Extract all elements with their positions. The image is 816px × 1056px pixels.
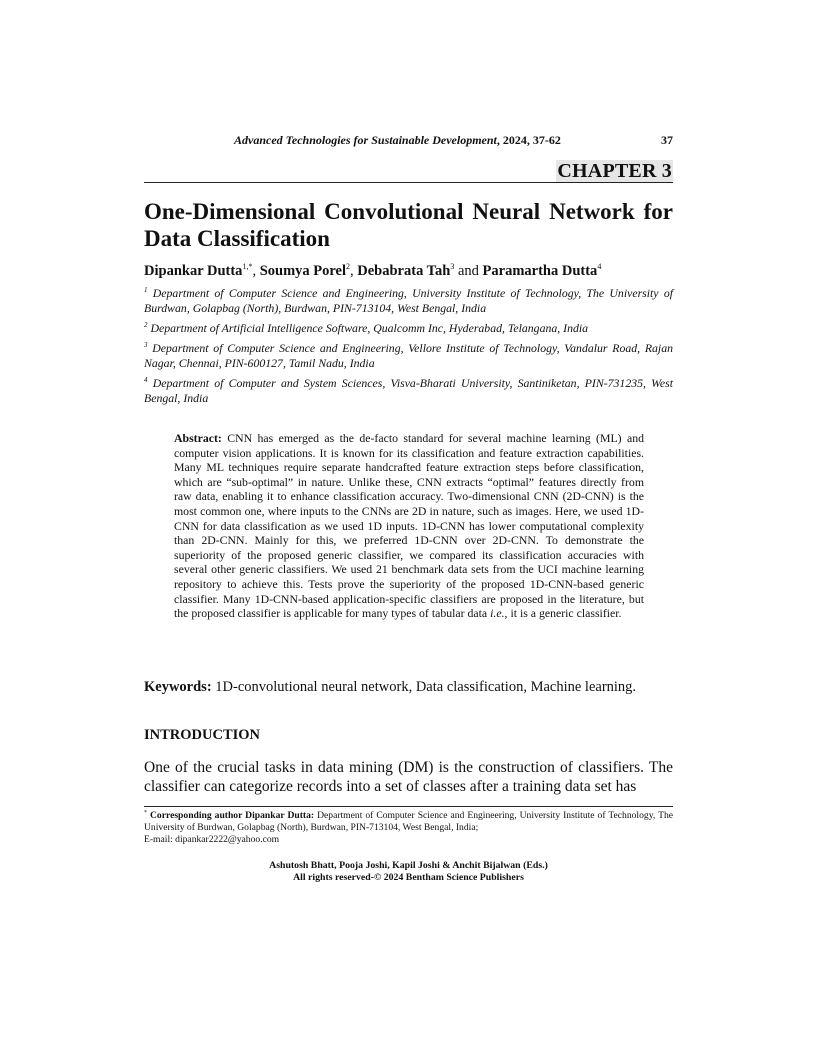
affiliation-text: Department of Artificial Intelligence Software, Qualcomm Inc, Hyderabad, Telangana, India bbox=[150, 321, 589, 335]
affiliation-number: 3 bbox=[144, 341, 148, 350]
author-affil-mark: 2 bbox=[346, 262, 351, 272]
author-list bbox=[144, 262, 673, 280]
author-name: Debabrata Tah bbox=[357, 263, 451, 279]
footnote-marker: * bbox=[144, 809, 147, 816]
editors-line: Ashutosh Bhatt, Pooja Joshi, Kapil Joshi & Anchit Bijalwan (Eds.) bbox=[269, 860, 548, 871]
section-heading: INTRODUCTION bbox=[144, 727, 261, 743]
affiliation-number: 2 bbox=[144, 321, 148, 330]
keywords-label: Keywords: bbox=[144, 679, 212, 695]
author-name: Soumya Porel bbox=[259, 263, 347, 279]
author-separator: , bbox=[350, 263, 358, 279]
abstract-text: CNN has emerged as the de-facto standard for several machine learning (ML) and computer vision applications. It is known for its classification and feature extraction capabilities. Many ML techniques require separate handcrafted feature extraction steps before classification, which are “sub-optimal” in nature. Unlike these, CNN extracts “optimal” features directly from raw data, enabling it to enhance classification accuracy. Two-dimensional CNN (2D-CNN) is the most common one, where inputs to the CNNs are 2D in nature, such as images. Here, we used 1D-CNN for data classification as we used 1D inputs. 1D-CNN has lower computational complexity than 2D-CNN. Mainly for this, we preferred 1D-CNN over 2D-CNN. To demonstrate the superiority of the proposed generic classifier, we compared its classification accuracies with several other generic classifiers. We used 21 benchmark data sets from the UCI machine learning repository to achieve this. Tests prove the superiority of the proposed 1D-CNN-based generic classifier. Many 1D-CNN-based application-specific classifiers are proposed in the literature, but the proposed classifier is applicable for many types of tabular data bbox=[174, 431, 644, 621]
affiliation-text: Department of Computer and System Sciences, Visva-Bharati University, Santiniketan, PIN-731235, West Bengal, India bbox=[144, 376, 673, 405]
journal-details: , 2024, 37-62 bbox=[496, 133, 561, 147]
chapter-divider bbox=[144, 182, 673, 183]
author-name: Dipankar Dutta bbox=[144, 263, 243, 279]
abstract-italic-text: i.e. bbox=[490, 606, 505, 621]
footnote-text: Department of Computer Science and Engineering, University Institute of Technology, The University of Burdwan, Golapbag (North), Burdwan, PIN-713104, West Bengal, India; bbox=[144, 810, 673, 833]
author-name: Paramartha Dutta bbox=[482, 263, 598, 279]
journal-name: Advanced Technologies for Sustainable Development bbox=[234, 133, 497, 147]
author-affil-mark: 1,* bbox=[242, 262, 253, 272]
abstract-label: Abstract: bbox=[174, 431, 222, 445]
affiliation-number: 1 bbox=[144, 286, 148, 295]
chapter-label: CHAPTER 3 bbox=[557, 160, 672, 182]
affiliation-text: Department of Computer Science and Engineering, University Institute of Technology, The University of Burdwan, Golapbag (North), Burdwan, PIN-713104, West Bengal, India bbox=[144, 286, 673, 315]
footnote-label: Corresponding author Dipankar Dutta: bbox=[150, 810, 315, 821]
introduction-paragraph: One of the crucial tasks in data mining (DM) is the construction of classifiers. The classifier can categorize records into a set of classes after a training data set has bbox=[144, 759, 673, 795]
author-separator: , bbox=[252, 263, 260, 279]
journal-citation bbox=[234, 133, 561, 148]
keywords bbox=[144, 678, 673, 696]
publisher-info bbox=[144, 860, 673, 884]
page-number: 37 bbox=[661, 133, 673, 147]
affiliation bbox=[144, 376, 673, 406]
footnote-email: E-mail: dipankar2222@yahoo.com bbox=[144, 834, 280, 845]
affiliation-number: 4 bbox=[144, 376, 148, 385]
keywords-text: 1D-convolutional neural network, Data classification, Machine learning. bbox=[211, 679, 637, 695]
affiliation bbox=[144, 341, 673, 371]
rights-line: All rights reserved-© 2024 Bentham Science Publishers bbox=[293, 872, 524, 883]
abstract-text-end: , it is a generic classifier. bbox=[504, 606, 622, 621]
paper-title: One-Dimensional Convolutional Neural Network for Data Classification bbox=[144, 199, 673, 251]
author-affil-mark: 3 bbox=[450, 262, 455, 272]
affiliation bbox=[144, 321, 673, 336]
affiliation bbox=[144, 286, 673, 316]
footnote-divider bbox=[144, 806, 673, 807]
abstract bbox=[174, 431, 644, 621]
footnote bbox=[144, 810, 673, 846]
author-separator: and bbox=[454, 263, 483, 279]
affiliation-text: Department of Computer Science and Engineering, Vellore Institute of Technology, Vandalur Road, Rajan Nagar, Chennai, PIN-600127, Tamil Nadu, India bbox=[144, 341, 673, 370]
affiliations bbox=[144, 286, 673, 411]
author-affil-mark: 4 bbox=[597, 262, 602, 272]
